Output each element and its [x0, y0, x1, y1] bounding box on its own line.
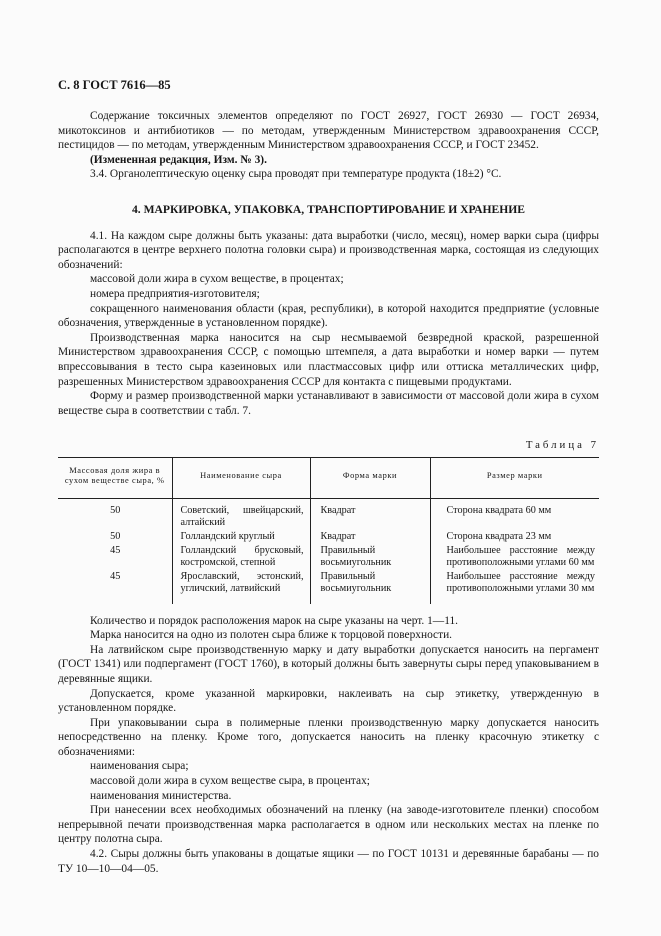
list-item: массовой доли жира в сухом веществе сыра, в процентах;: [90, 775, 370, 788]
column-header-size: Размер марки: [430, 457, 599, 498]
table-row: [58, 545, 599, 571]
cell-size: Наибольшее расстояние между противоположными углами 30 мм: [430, 571, 599, 603]
table-header-row: [58, 457, 599, 498]
paragraph-label: Допускается, кроме указанной маркировки, наклеивать на сыр этикетку, утвержденную в установленном порядке.: [58, 687, 599, 715]
cell-name: Голландский брусковый, костромской, степной: [172, 545, 310, 571]
marking-table: [58, 457, 599, 604]
cell-form: Квадрат: [310, 498, 430, 531]
cell-name: Ярославский, эстонский, угличский, латвийский: [172, 571, 310, 603]
list-item: массовой доли жира в сухом веществе, в процентах;: [90, 273, 344, 286]
list-item: наименования министерства.: [90, 789, 232, 802]
paragraph-latvian-cheese: На латвийском сыре производственную марку и дату выработки допускается наносить на пергамент (ГОСТ 1341) или подпергамент (ГОСТ 1760), в который должны быть завернуты сыры перед упаковыванием в деревянные ящики.: [58, 643, 599, 685]
cell-fat: 50: [110, 504, 121, 516]
cell-size: Сторона квадрата 23 мм: [430, 531, 599, 545]
table-row: [58, 531, 599, 545]
paragraph-polymer-film: При упаковывании сыра в полимерные пленки производственную марку допускается наносить непосредственно на пленку. Кроме того, допускается наносить на пленку красочную этикетку с обозначениями:: [58, 716, 599, 758]
paragraph-4-1: 4.1. На каждом сыре должны быть указаны: дата выработки (число, месяц), номер варки сыра (цифры располагаются в центре верхнего полотна головки сыра) и производственная марка, состоящая из следующих обозначений:: [58, 229, 599, 271]
page-header: С. 8 ГОСТ 7616—85: [58, 78, 171, 92]
column-header-name: Наименование сыра: [172, 457, 310, 498]
paragraph-mark-placement: Марка наносится на одно из полотен сыра ближе к торцовой поверхности.: [90, 629, 453, 642]
list-item: сокращенного наименования области (края, республики), в которой находится предприятие (условные обозначения, утвержденные в установленном порядке).: [58, 302, 599, 330]
cell-name: Голландский круглый: [172, 531, 310, 545]
cell-form: Правильный восьмиугольник: [310, 545, 430, 571]
table-caption: Таблица 7: [525, 439, 599, 452]
paragraph-4-2: 4.2. Сыры должны быть упакованы в дощатые ящики — по ГОСТ 10131 и деревянные барабаны — по ТУ 10—10—04—05.: [58, 848, 599, 875]
cell-fat: 45: [110, 545, 121, 557]
cell-size: Сторона квадрата 60 мм: [430, 498, 599, 531]
paragraph-mark-count: Количество и порядок расположения марок на сыре указаны на черт. 1—11.: [90, 614, 459, 627]
cell-fat: 50: [110, 531, 121, 543]
cell-size: Наибольшее расстояние между противоположными углами 60 мм: [430, 545, 599, 571]
cell-form: Квадрат: [310, 531, 430, 545]
paragraph-mark-form: Форму и размер производственной марки устанавливают в зависимости от массовой доли жира в сухом веществе сыра в соответствии с табл. 7.: [58, 390, 599, 417]
paragraph-production-mark: Производственная марка наносится на сыр несмываемой безвредной краской, разрешенной Министерством здравоохранения СССР, с помощью штемпеля, а дата выработки и номер варки — путем впрессовывания в тесто сыра казеиновых или пластмассовых цифр или оттиска металлических цифр, разрешенных Министерством здравоохранения СССР для контакта с пищевыми продуктами.: [58, 331, 599, 388]
paragraph-continuous-print: При нанесении всех необходимых обозначений на пленку (на заводе-изготовителе пленки) способом непрерывной печати производственная марка располагается в одном или нескольких местах на пленке по центру полотна сыра.: [58, 804, 599, 846]
paragraph-3-4: 3.4. Органолептическую оценку сыра проводят при температуре продукта (18±2) °С.: [90, 168, 502, 181]
cell-form: Правильный восьмиугольник: [310, 571, 430, 603]
column-header-fat: Массовая доля жира в сухом веществе сыра, %: [58, 457, 172, 498]
list-item: наименования сыра;: [90, 760, 189, 773]
cell-fat: 45: [110, 571, 121, 583]
amendment-note: (Измененная редакция, Изм. № 3).: [90, 153, 267, 166]
section-title: 4. МАРКИРОВКА, УПАКОВКА, ТРАНСПОРТИРОВАНИЕ И ХРАНЕНИЕ: [131, 202, 526, 216]
list-item: номера предприятия-изготовителя;: [90, 287, 260, 300]
table-row: [58, 571, 599, 603]
table-row: [58, 498, 599, 531]
cell-name: Советский, швейцарский, алтайский: [172, 498, 310, 531]
column-header-form: Форма марки: [310, 457, 430, 498]
paragraph-toxic-elements: Содержание токсичных элементов определяют по ГОСТ 26927, ГОСТ 26930 — ГОСТ 26934, микотоксинов и антибиотиков — по методам, утвержденным Министерством здравоохранения СССР, пестицидов — по методам, утвержденным Министерством здравоохранения СССР, и ГОСТ 23452.: [58, 110, 599, 152]
page-content: [58, 97, 599, 876]
